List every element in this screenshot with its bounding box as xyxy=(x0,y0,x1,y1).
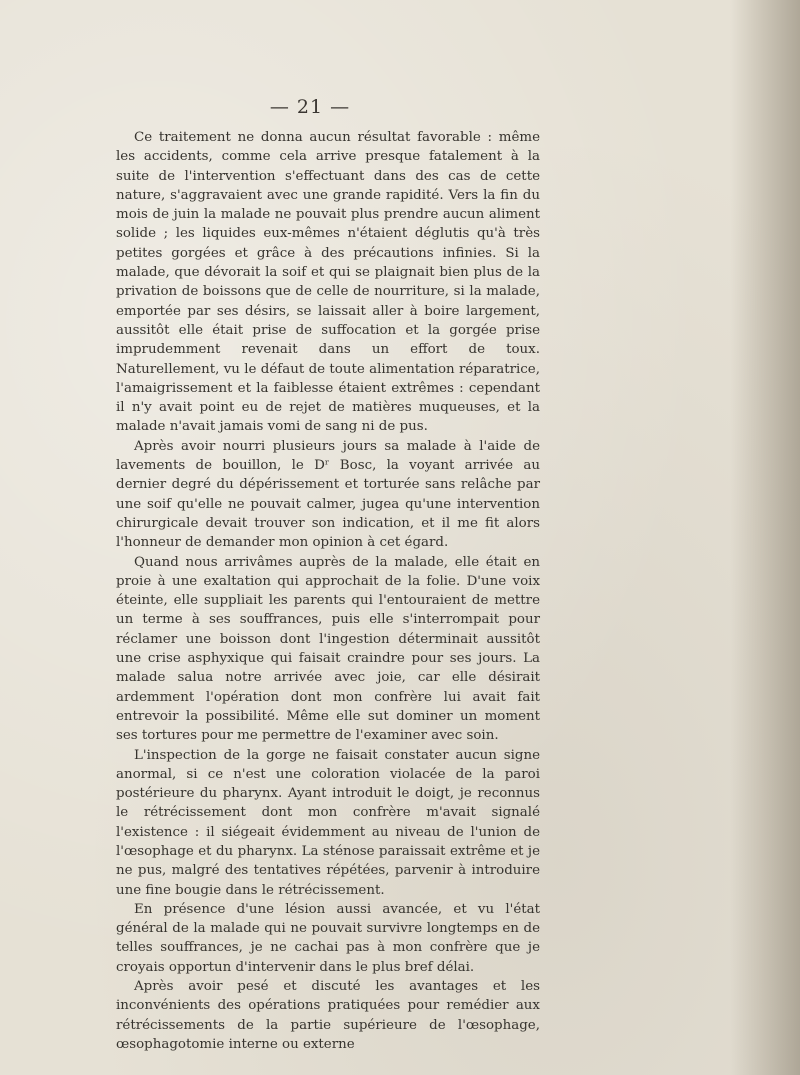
paragraph-treatment-result: Ce traitement ne donna aucun résultat favorable : même les accidents, comme cela arrive presque fatalement à la suite de l'intervention s'effectuant dans des cas de cette nature, s'aggravaient avec une grande rapidité. Vers la fin du mois de juin la malade ne pouvait plus prendre aucun aliment solide ; les liquides eux-mêmes n'étaient déglutis qu'à très petites gorgées et grâce à des précautions infinies. Si la malade, que dévorait la soif et qui se plaignait bien plus de la privation de boissons que de celle de nourriture, si la malade, emportée par ses désirs, se laissait aller à boire largement, aussitôt elle était prise de suffocation et la gorgée prise imprudemment revenait dans un effort de toux. Naturellement, vu le défaut de toute alimentation réparatrice, l'amaigrissement et la faiblesse étaient extrêmes : cependant il n'y avait point eu de rejet de matières muqueuses, et la malade n'avait jamais vomi de sang ni de pus. xyxy=(116,130,540,435)
page-edge-shadow xyxy=(730,0,800,1075)
paragraph-inspection: L'inspection de la gorge ne faisait constater aucun signe anormal, si ce n'est une coloration violacée de la paroi postérieure du pharynx. Ayant introduit le doigt, je reconnus le rétrécissement dont mon confrère m'avait signalé l'existence : il siégeait évidemment au niveau de l'union de l'œsophage et du pharynx. La sténose paraissait extrême et je ne pus, malgré des tentatives répétées, parvenir à introduire une fine bougie dans le rétrécissement. xyxy=(116,747,540,898)
page-number: — 21 — xyxy=(269,96,351,118)
paragraph-arrival: Quand nous arrivâmes auprès de la malade, elle était en proie à une exaltation qui approchait de la folie. D'une voix éteinte, elle suppliait les parents qui l'entouraient de mettre un terme à ses souffrances, puis elle s'interrompait pour réclamer une boisson dont l'ingestion déterminait aussitôt une crise asphyxique qui faisait craindre pour ses jours. La malade salua notre arrivée avec joie, car elle désirait ardemment l'opération dont mon confrère lui avait fait entrevoir la possibilité. Même elle sut dominer un moment ses tortures pour me permettre de l'examiner avec soin. xyxy=(116,554,540,744)
paragraph-dr-bosc: Après avoir nourri plusieurs jours sa malade à l'aide de lavements de bouillon, le Dʳ Bosc, la voyant arrivée au dernier degré du dépérissement et torturée sans relâche par une soif qu'elle ne pouvait calmer, jugea qu'une intervention chirurgicale devait trouver son indication, et il me fit alors l'honneur de demander mon opinion à cet égard. xyxy=(116,438,540,551)
body-text xyxy=(116,128,540,1054)
paragraph-decision: En présence d'une lésion aussi avancée, et vu l'état général de la malade qui ne pouvait survivre longtemps en de telles souffrances, je ne cachai pas à mon confrère que je croyais opportun d'intervenir dans le plus bref délai. xyxy=(116,901,540,975)
paragraph-operations: Après avoir pesé et discuté les avantages et les inconvénients des opérations pratiquées pour remédier aux rétrécissements de la partie supérieure de l'œsophage, œsophagotomie interne ou externe xyxy=(116,979,540,1052)
